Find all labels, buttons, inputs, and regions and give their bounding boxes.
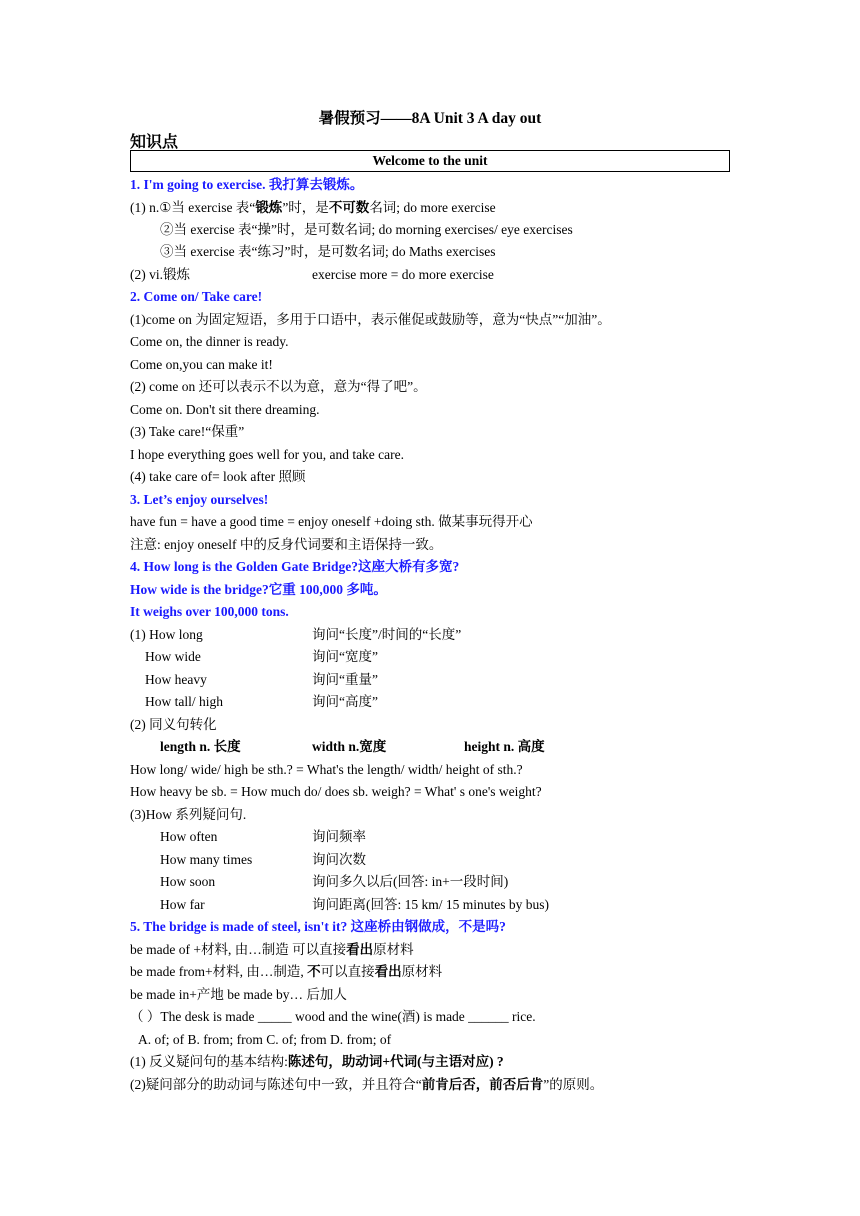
text-line: Come on,you can make it! bbox=[130, 357, 273, 372]
exercise-question: （ ）The desk is made _____ wood and the wine(酒) is made ______ rice. bbox=[130, 1009, 536, 1024]
text-line: 询问“高度” bbox=[312, 694, 378, 709]
text-line: 注意: enjoy oneself 中的反身代词要和主语保持一致。 bbox=[130, 537, 443, 552]
text-line: 询问“重量” bbox=[312, 672, 378, 687]
exercise-options: A. of; of B. from; from C. of; from D. from; of bbox=[138, 1032, 392, 1047]
text-line: width n.宽度 bbox=[312, 739, 387, 754]
text-line: (3)How 系列疑问句. bbox=[130, 807, 247, 822]
text-line: 询问距离(回答: 15 km/ 15 minutes by bus) bbox=[312, 897, 549, 912]
page-title: 暑假预习——8A Unit 3 A day out bbox=[318, 110, 542, 127]
text-line: (2) come on 还可以表示不以为意，意为“得了吧”。 bbox=[130, 379, 427, 394]
text-line: length n. 长度 bbox=[160, 739, 241, 754]
text-line: How soon bbox=[160, 874, 216, 889]
text-line: How tall/ high bbox=[145, 694, 223, 709]
point-4-heading: How wide is the bridge?它重 100,000 多吨。 bbox=[130, 582, 387, 597]
text-line: How heavy bbox=[145, 672, 207, 687]
point-2-heading: 2. Come on/ Take care! bbox=[130, 289, 263, 304]
text-line: (2)疑问部分的助动词与陈述句中一致，并且符合“前肯后否，前否后肯”的原则。 bbox=[130, 1077, 604, 1092]
text-line: have fun = have a good time = enjoy oneself +doing sth. 做某事玩得开心 bbox=[130, 514, 533, 529]
point-4-heading: It weighs over 100,000 tons. bbox=[130, 604, 289, 619]
text-line: 询问多久以后(回答: in+一段时间) bbox=[312, 874, 509, 889]
text-line: (3) Take care!“保重” bbox=[130, 424, 245, 439]
unit-heading-box: Welcome to the unit bbox=[130, 150, 730, 172]
text-line: I hope everything goes well for you, and take care. bbox=[130, 447, 405, 462]
text-line: Come on. Don't sit there dreaming. bbox=[130, 402, 320, 417]
text-line: (1) How long bbox=[130, 627, 203, 642]
text-line: How long/ wide/ high be sth.? = What's the length/ width/ height of sth.? bbox=[130, 762, 523, 777]
text-line: ②当 exercise 表“操”时，是可数名词; do morning exercises/ eye exercises bbox=[160, 222, 573, 237]
text-line: 询问频率 bbox=[312, 829, 366, 844]
text-line: How wide bbox=[145, 649, 201, 664]
point-5-heading: 5. The bridge is made of steel, isn't it? 这座桥由钢做成，不是吗? bbox=[130, 919, 506, 934]
text-line: 询问“宽度” bbox=[312, 649, 378, 664]
text-line: (1) 反义疑问句的基本结构:陈述句，助动词+代词(与主语对应) ? bbox=[130, 1054, 504, 1069]
point-3-heading: 3. Let’s enjoy ourselves! bbox=[130, 492, 269, 507]
text-line: How many times bbox=[160, 852, 253, 867]
text-line: be made of +材料, 由…制造 可以直接看出原材料 bbox=[130, 942, 414, 957]
text-line: be made from+材料, 由…制造, 不可以直接看出原材料 bbox=[130, 964, 443, 979]
text-line: be made in+产地 be made by… 后加人 bbox=[130, 987, 347, 1002]
text-line: 询问“长度”/时间的“长度” bbox=[312, 627, 462, 642]
text-line: (2) 同义句转化 bbox=[130, 717, 217, 732]
text-line: (1)come on 为固定短语，多用于口语中，表示催促或鼓励等，意为“快点”“加油”。 bbox=[130, 312, 611, 327]
point-4-heading: 4. How long is the Golden Gate Bridge?这座大桥有多宽? bbox=[130, 559, 460, 574]
text-line: height n. 高度 bbox=[464, 739, 545, 754]
text-line: How far bbox=[160, 897, 205, 912]
text-line: 询问次数 bbox=[312, 852, 366, 867]
text-line: exercise more = do more exercise bbox=[312, 267, 494, 282]
text-line: Come on, the dinner is ready. bbox=[130, 334, 289, 349]
text-line: (2) vi.锻炼 bbox=[130, 267, 190, 282]
point-1-heading: 1. I'm going to exercise. 我打算去锻炼。 bbox=[130, 177, 364, 192]
section-heading: 知识点 bbox=[130, 134, 179, 151]
text-line: How heavy be sb. = How much do/ does sb. weigh? = What' s one's weight? bbox=[130, 784, 542, 799]
text-line: ③当 exercise 表“练习”时，是可数名词; do Maths exercises bbox=[160, 244, 496, 259]
text-line: (1) n.①当 exercise 表“锻炼”时，是不可数名词; do more exercise bbox=[130, 200, 496, 215]
text-line: How often bbox=[160, 829, 218, 844]
text-line: (4) take care of= look after 照顾 bbox=[130, 469, 306, 484]
